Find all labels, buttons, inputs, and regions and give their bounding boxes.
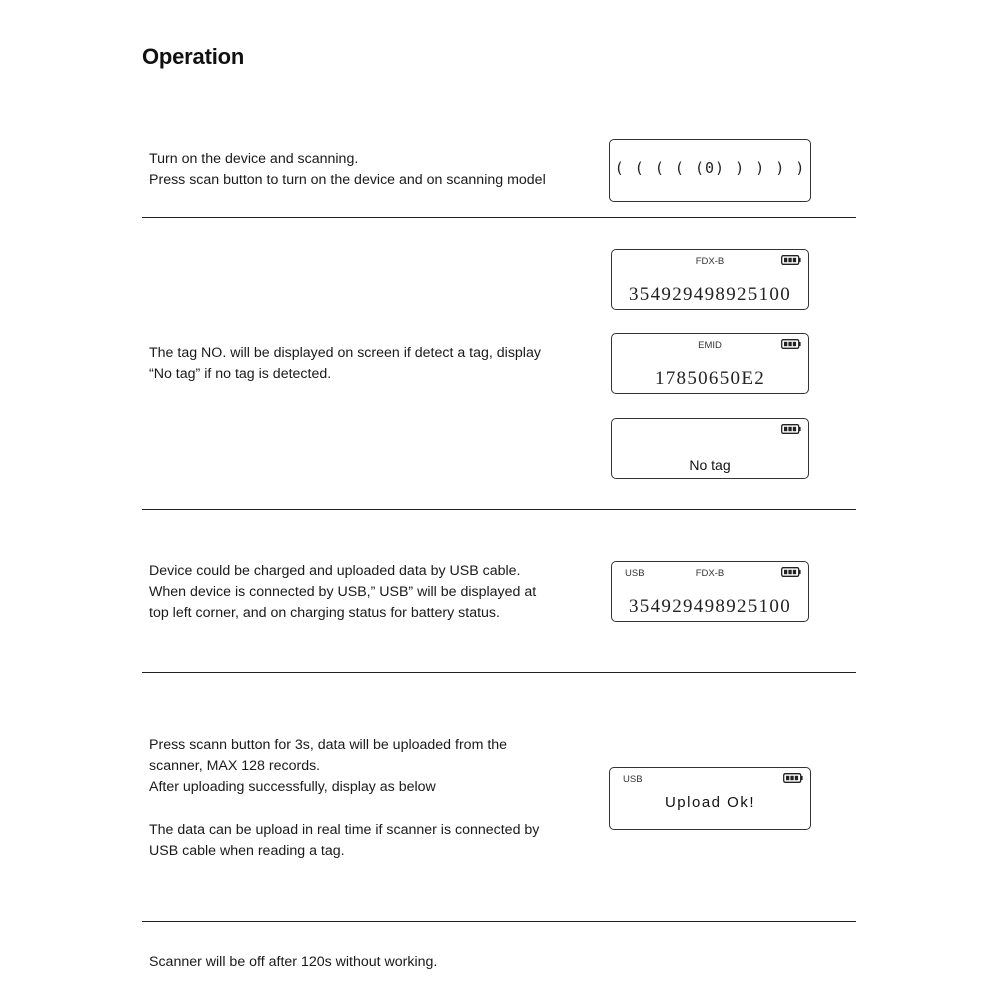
lcd-usb-screen [611, 561, 809, 622]
lcd-upload-screen [609, 767, 811, 830]
lcd-fdxb-screen [611, 249, 809, 310]
upload-ok-message: Upload Ok! [664, 794, 756, 811]
scan-wave-indicator: ( ( ( ( (0) ) ) ) ) [614, 159, 806, 177]
battery-icon [781, 424, 801, 434]
protocol-label: EMID [698, 340, 722, 351]
text-line: Scanner will be off after 120s without working. [149, 954, 438, 970]
no-tag-message: No tag [689, 457, 731, 473]
text-line: USB cable when reading a tag. [149, 843, 345, 859]
usb-label: USB [623, 774, 643, 785]
section-1-text [149, 149, 546, 191]
divider [142, 217, 856, 218]
divider [142, 921, 856, 922]
text-line: top left corner, and on charging status for battery status. [149, 605, 500, 621]
lcd-notag-screen [611, 418, 809, 479]
battery-icon [781, 339, 801, 349]
section-3-text [149, 561, 536, 624]
text-line: Press scann button for 3s, data will be uploaded from the [149, 737, 508, 753]
battery-icon [783, 773, 803, 783]
lcd-emid-screen [611, 333, 809, 394]
section-5-text [149, 952, 437, 973]
text-line: The tag NO. will be displayed on screen if detect a tag, display [149, 345, 541, 361]
battery-icon [781, 567, 801, 577]
divider [142, 672, 856, 673]
tag-number: 354929498925100 [629, 596, 791, 617]
text-line: Turn on the device and scanning. [149, 151, 359, 167]
protocol-label: FDX-B [695, 568, 725, 579]
battery-icon [781, 255, 801, 265]
text-line: scanner, MAX 128 records. [149, 758, 321, 774]
tag-number: 17850650E2 [654, 368, 766, 389]
protocol-label: FDX-B [695, 256, 725, 267]
page-title: Operation [142, 44, 245, 69]
divider [142, 509, 856, 510]
lcd-scanning-screen [609, 139, 811, 202]
text-line: The data can be upload in real time if scanner is connected by [149, 822, 540, 838]
text-line: “No tag” if no tag is detected. [149, 366, 332, 382]
text-line: When device is connected by USB,” USB” will be displayed at [149, 584, 537, 600]
text-line: Device could be charged and uploaded data by USB cable. [149, 563, 521, 579]
section-2-text [149, 343, 541, 385]
text-line: After uploading successfully, display as below [149, 779, 436, 795]
usb-label: USB [625, 568, 645, 579]
section-4-text [149, 735, 539, 862]
tag-number: 354929498925100 [629, 284, 791, 305]
text-line: Press scan button to turn on the device and on scanning model [149, 172, 546, 188]
